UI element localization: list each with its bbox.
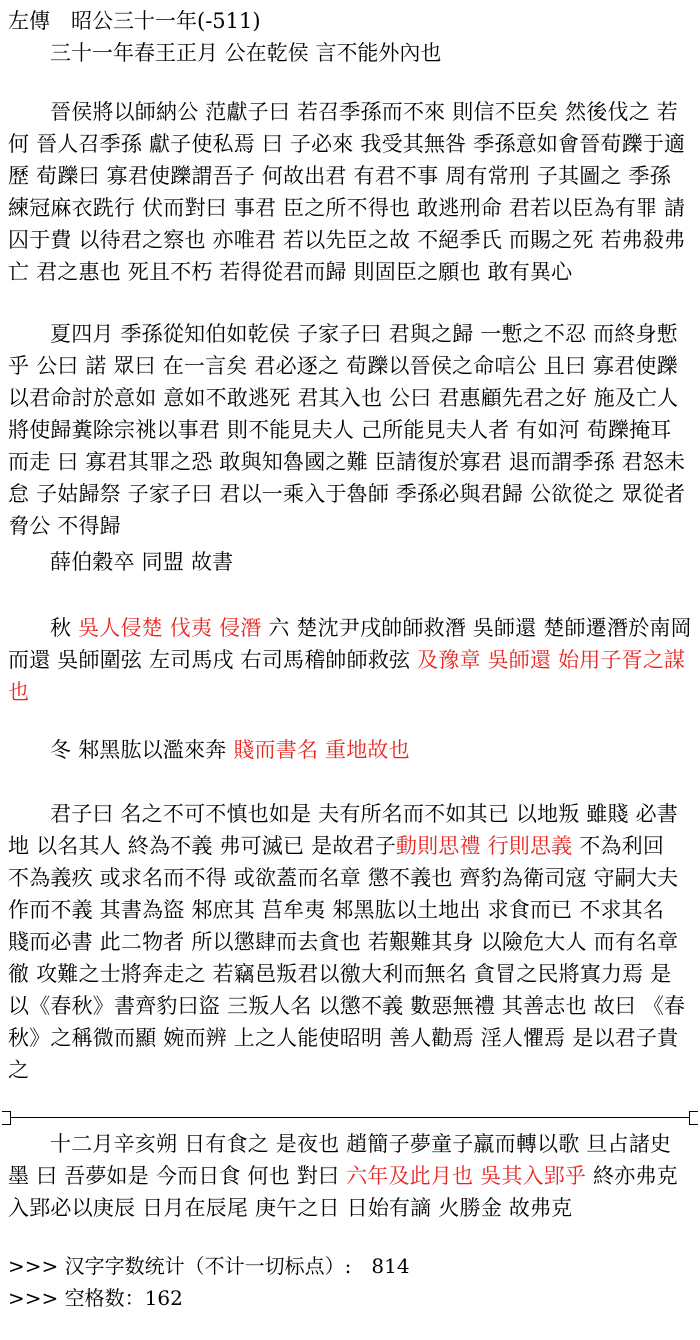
paragraph-text: 冬 邾黑肱以濫來奔 (50, 738, 234, 762)
paragraph-3 (8, 546, 692, 578)
divider-corner-mark (2, 1111, 11, 1125)
divider-corner-mark (689, 1111, 698, 1125)
paragraph-text: 不為利回 不為義疚 或求名而不得 或欲蓋而名章 懲不義也 齊豹為衛司寇 守嗣大夫 作而不義 其書為盜 邾庶其 莒牟夷 邾黑肱以土地出 求食而已 不求其名 賤而必書 此二物者 所以懲肆而去貪也 若艱難其身 以險危大人 而有名章徹 攻難之士將奔走之 若竊邑叛君以徼大利而無名 貪冒之民將寘力焉 是以《春秋》書齊豹曰盜 三叛人名 以懲不義 數惡無禮 其善志也 故曰 《春秋》之稱微而顯 婉而辨 上之人能使昭明 善人勸焉 淫人懼焉 是以君子貴之 (8, 834, 686, 1082)
document-subtitle: 三十一年春王正月 公在乾侯 言不能外內也 (50, 41, 442, 65)
paragraph-4 (8, 612, 692, 708)
paragraph-5 (8, 734, 692, 766)
paragraph-text: 十二月辛亥朔 日有食之 是夜也 趙簡子夢童子羸而轉以歌 旦占諸史墨 曰 吾夢如是 今而日食 何也 對曰 (8, 1132, 672, 1188)
highlighted-text: 賤而書名 重地故也 (233, 738, 410, 762)
paragraph-1 (8, 96, 692, 288)
paragraph-text: 六 楚沈尹戌帥師救潛 吳師還 楚師遷潛於南岡而還 吳師圍弦 左司馬戌 右司馬稽帥師救弦 (8, 616, 692, 672)
highlighted-text: 動則思禮 行則思義 (395, 834, 573, 858)
paragraph-text: 晉侯將以師納公 范獻子曰 若召季孫而不來 則信不臣矣 然後伐之 若何 晉人召季孫 獻子使私焉 曰 子必來 我受其無咎 季孫意如會晉荀躒于適歷 荀躒曰 寡君使躒謂吾子 何故出君 有君不事 周有常刑 子其圖之 季孫練冠麻衣跣行 伏而對曰 事君 臣之所不得也 敢逃刑命 君若以臣為有罪 請囚于費 以待君之察也 亦唯君 若以先臣之故 不絕季氏 而賜之死 若弗殺弗亡 君之惠也 死且不朽 若得從君而歸 則固臣之願也 敢有異心 (8, 100, 686, 284)
paragraph-text: 終亦弗克 入郢必以庚辰 日月在辰尾 庚午之日 日始有謫 火勝金 故弗克 (8, 1164, 678, 1220)
paragraph-text: 秋 (50, 616, 79, 640)
section-divider (8, 1117, 692, 1118)
paragraph-text: 薛伯穀卒 同盟 故書 (50, 550, 234, 574)
paragraph-text: 君子曰 名之不可不慎也如是 夫有所名而不如其已 以地叛 雖賤 必書地 以名其人 終為不義 弗可滅已 是故君子 (8, 802, 678, 858)
paragraph-6 (8, 798, 692, 1086)
paragraph-text: 夏四月 季孫從知伯如乾侯 子家子曰 君與之歸 一慙之不忍 而終身慙乎 公曰 諾 眾曰 在一言矣 君必逐之 荀躒以晉侯之命唁公 且曰 寡君使躒以君命討於意如 意如不敢逃死 君其入也 公曰 君惠顧先君之好 施及亡人 將使歸糞除宗祧以事君 則不能見夫人 己所能見夫人者 有如河 荀躒掩耳而走 曰 寡君其罪之恐 敢與知魯國之難 臣請復於寡君 退而謂季孫 君怒未怠 子姑歸祭 子家子曰 君以一乘入于魯師 季孫必與君歸 公欲從之 眾從者脅公 不得歸 (8, 322, 686, 538)
paragraph-7 (8, 1128, 692, 1224)
highlighted-text: 六年及此月也 吳其入郢乎 (346, 1164, 587, 1188)
highlighted-text: 吳人侵楚 伐夷 侵潛 (78, 616, 262, 640)
character-count-line: >>> 汉字字数统计（不计一切标点）: 814 (8, 1254, 410, 1278)
document-title: 左傳 昭公三十一年(-511) (8, 9, 261, 33)
space-count-line: >>> 空格数：162 (8, 1286, 183, 1310)
paragraph-2 (8, 318, 692, 542)
highlighted-text: 及豫章 吳師還 始用子胥之謀也 (8, 648, 686, 704)
